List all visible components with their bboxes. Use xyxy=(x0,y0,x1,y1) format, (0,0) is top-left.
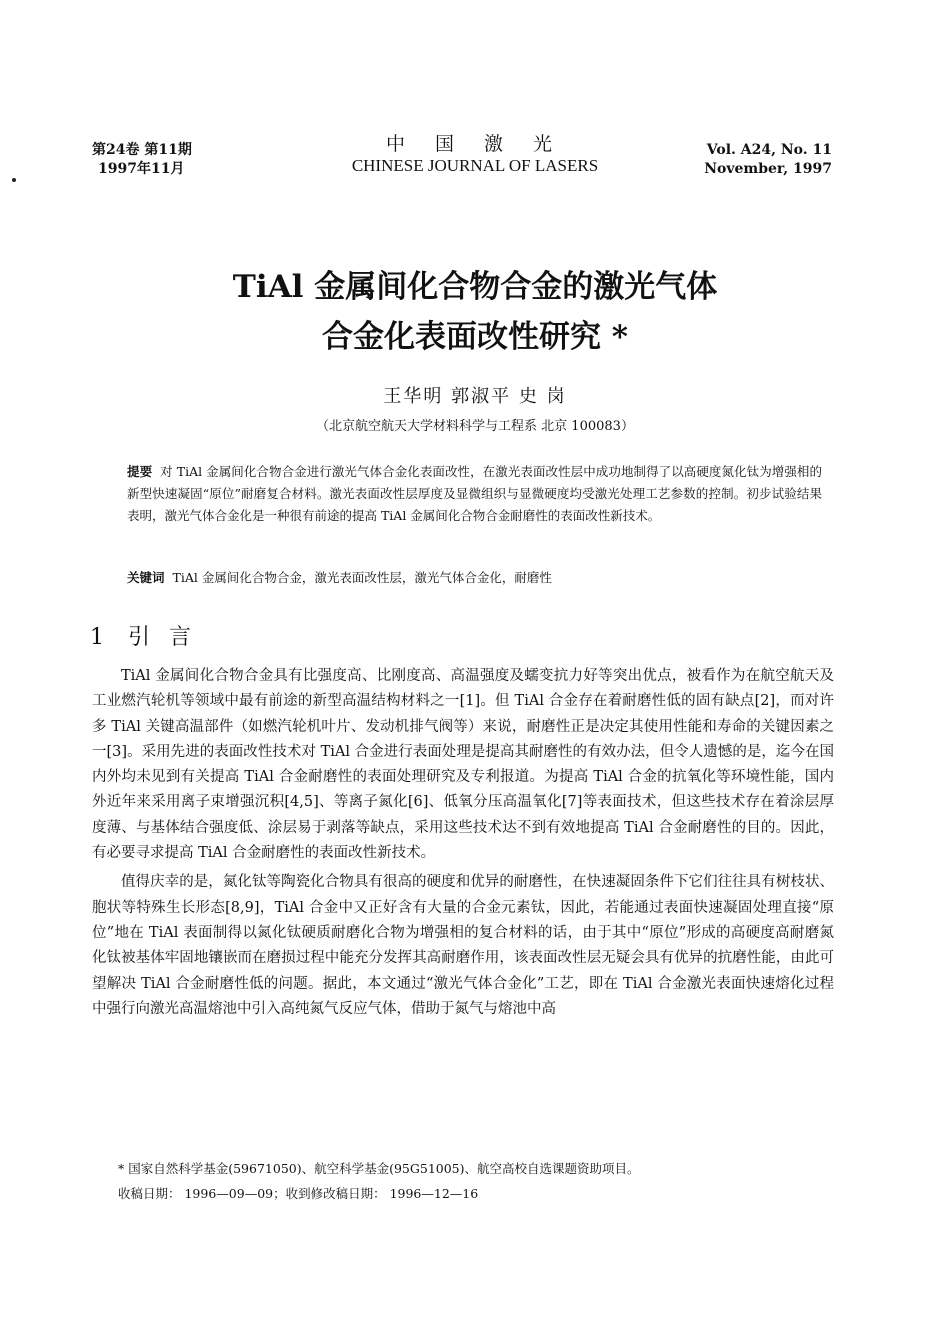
paragraph-1: TiAl 金属间化合物合金具有比强度高、比刚度高、高温强度及蠕变抗力好等突出优点，被看作为在航空航天及工业燃汽轮机等领域中最有前途的新型高温结构材料之一[1]。但 TiAl 合金存在着耐磨性低的固有缺点[2]，而对许多 TiAl 关键高温部件（如燃汽轮机叶片、发动机排气阀等）来说，耐磨性正是决定其使用性能和寿命的关键因素之一[3]。采用先进的表面改性技术对 TiAl 合金进行表面处理是提高其耐磨性的有效办法，但令人遗憾的是，迄今在国内外均未见到有关提高 TiAl 合金耐磨性的表面处理研究及专利报道。为提高 TiAl 合金的抗氧化等环境性能，国内外近年来采用离子束增强沉积[4,5]、等离子氮化[6]、低氧分压高温氧化[7]等表面技术，但这些技术存在着涂层厚度薄、与基体结合强度低、涂层易于剥落等缺点，采用这些技术达不到有效地提高 TiAl 合金耐磨性的目的。因此，有必要寻求提高 TiAl 合金耐磨性的表面改性新技术。 xyxy=(92,668,834,862)
section-heading xyxy=(90,620,197,651)
keywords-label: 关键词 xyxy=(127,570,165,585)
section-number: 1 xyxy=(90,625,110,650)
header-left xyxy=(92,141,192,179)
scan-speck xyxy=(12,178,16,182)
abstract-text: 对 TiAl 金属间化合物合金进行激光气体合金化表面改性，在激光表面改性层中成功地制得了以高硬度氮化钛为增强相的新型快速凝固“原位”耐磨复合材料。激光表面改性层厚度及显微组织与显微硬度均受激光处理工艺参数的控制。初步试验结果表明，激光气体合金化是一种很有前途的提高 TiAl 金属间化合物合金耐磨性的表面改性新技术。 xyxy=(127,464,822,523)
section-title: 引 言 xyxy=(128,625,197,650)
header-right xyxy=(704,141,832,179)
authors: 王华明 郭淑平 史 岗 xyxy=(383,386,567,407)
keywords-text: TiAl 金属间化合物合金，激光表面改性层，激光气体合金化，耐磨性 xyxy=(172,570,552,585)
journal-name-cn: 中 国 激 光 xyxy=(385,133,565,155)
paragraph-2: 值得庆幸的是，氮化钛等陶瓷化合物具有很高的硬度和优异的耐磨性，在快速凝固条件下它们往往具有树枝状、胞状等特殊生长形态[8,9]，TiAl 合金中又正好含有大量的合金元素钛，因此，若能通过表面快速凝固处理直接“原位”地在 TiAl 表面制得以氮化钛硬质耐磨化合物为增强相的复合材料的话，由于其中“原位”形成的高硬度高耐磨氮化钛被基体牢固地镶嵌而在磨损过程中能充分发挥其高耐磨作用，该表面改性层无疑会具有优异的抗磨性能，由此可望解决 TiAl 合金耐磨性低的问题。据此，本文通过“激光气体合金化”工艺，即在 TiAl 合金激光表面快速熔化过程中强行向激光高温熔池中引入高纯氮气反应气体，借助于氮气与熔池中高 xyxy=(92,874,834,1017)
date-en: November, 1997 xyxy=(704,161,832,177)
funding-footnote: * 国家自然科学基金(59671050)、航空科学基金(95G51005)、航空高校自选课题资助项目。 xyxy=(118,1161,640,1176)
paper-title xyxy=(150,262,800,362)
header-center xyxy=(300,133,650,177)
abstract-label: 提要 xyxy=(127,464,153,479)
date-cn: 1997年11月 xyxy=(98,161,185,177)
volume-issue-cn: 第24卷 第11期 xyxy=(92,142,192,158)
affiliation: （北京航空航天大学材料科学与工程系 北京 100083） xyxy=(316,419,634,434)
title-line-1: TiAl 金属间化合物合金的激光气体 xyxy=(232,269,718,305)
received-dates: 收稿日期： 1996—09—09；收到修改稿日期： 1996—12—16 xyxy=(118,1186,479,1201)
abstract xyxy=(127,461,822,527)
body-text xyxy=(92,664,834,1026)
title-line-2: 合金化表面改性研究 * xyxy=(321,319,628,355)
volume-issue-en: Vol. A24, No. 11 xyxy=(706,142,832,158)
keywords xyxy=(127,568,822,588)
journal-name-en: CHINESE JOURNAL OF LASERS xyxy=(351,156,599,175)
